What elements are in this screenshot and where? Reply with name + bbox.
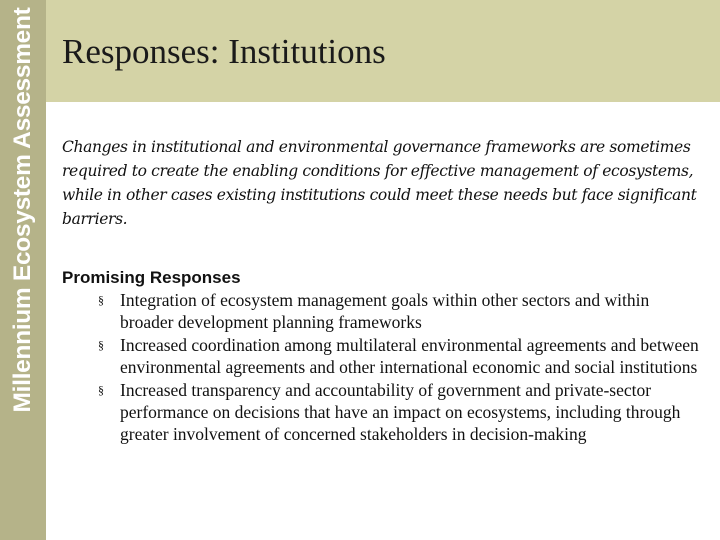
list-item xyxy=(98,289,702,333)
bullet-text: Increased coordination among multilateral environmental agreements and between environmental agreements and other international economic and social institutions xyxy=(120,335,699,377)
list-item xyxy=(98,379,702,445)
bullet-icon: § xyxy=(98,383,104,397)
intro-paragraph: Changes in institutional and environmental governance frameworks are sometimes required to create the enabling conditions for effective management of ecosystems, while in other cases existing institutions could meet these needs but face significant barriers. xyxy=(62,138,697,228)
slide-title: Responses: Institutions xyxy=(62,32,386,71)
title-bar xyxy=(46,0,720,102)
bullet-list xyxy=(62,289,702,445)
sidebar-band xyxy=(0,0,46,540)
bullet-text: Increased transparency and accountability of government and private-sector performance on decisions that have an impact on ecosystems, including through greater involvement of concerned stakeholders in decision-making xyxy=(120,380,681,444)
section-heading: Promising Responses xyxy=(62,268,241,287)
bullet-icon: § xyxy=(98,293,104,307)
bullet-icon: § xyxy=(98,338,104,352)
brand-logo-text: Millennium Ecosystem Assessment xyxy=(9,7,36,413)
bullet-text: Integration of ecosystem management goals within other sectors and within broader development planning frameworks xyxy=(120,290,650,332)
slide-body xyxy=(62,135,702,446)
list-item xyxy=(98,334,702,378)
